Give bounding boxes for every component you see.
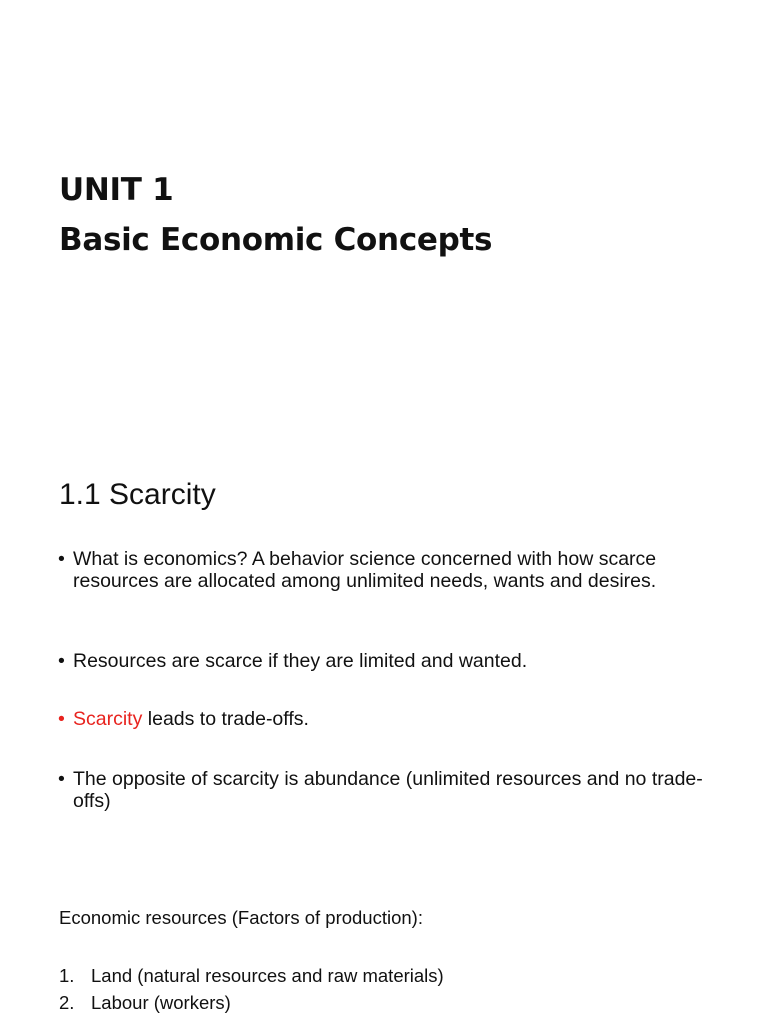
highlight-term: Scarcity (73, 708, 143, 730)
bullet-marker: • (58, 768, 65, 790)
bullet-text: leads to trade-offs. (142, 708, 309, 730)
factor-item (59, 989, 444, 1016)
bullet-text: The opposite of scarcity is abundance (unlimited resources and no trade-offs) (73, 768, 703, 812)
bullet-marker: • (58, 650, 65, 672)
resources-heading: Economic resources (Factors of production): (59, 907, 423, 928)
bullet-item (58, 708, 723, 730)
factor-item (59, 962, 444, 989)
section-heading: 1.1 Scarcity (59, 478, 216, 511)
factor-number: 2. (59, 992, 75, 1013)
factors-list (59, 962, 444, 1016)
bullet-marker: • (58, 708, 65, 730)
bullet-item (58, 768, 723, 812)
bullet-item (58, 548, 723, 592)
bullet-text: Resources are scarce if they are limited and wanted. (73, 650, 528, 672)
unit-subtitle: Basic Economic Concepts (59, 222, 493, 258)
factor-text: Land (natural resources and raw materials) (91, 965, 444, 986)
unit-number: UNIT 1 (59, 172, 174, 208)
factor-text: Labour (workers) (91, 992, 231, 1013)
bullet-marker: • (58, 548, 65, 570)
factor-number: 1. (59, 965, 75, 986)
unit-title (59, 165, 492, 265)
bullet-text: What is economics? A behavior science concerned with how scarce resources are allocated among unlimited needs, wants and desires. (73, 548, 657, 592)
bullet-item (58, 650, 723, 672)
